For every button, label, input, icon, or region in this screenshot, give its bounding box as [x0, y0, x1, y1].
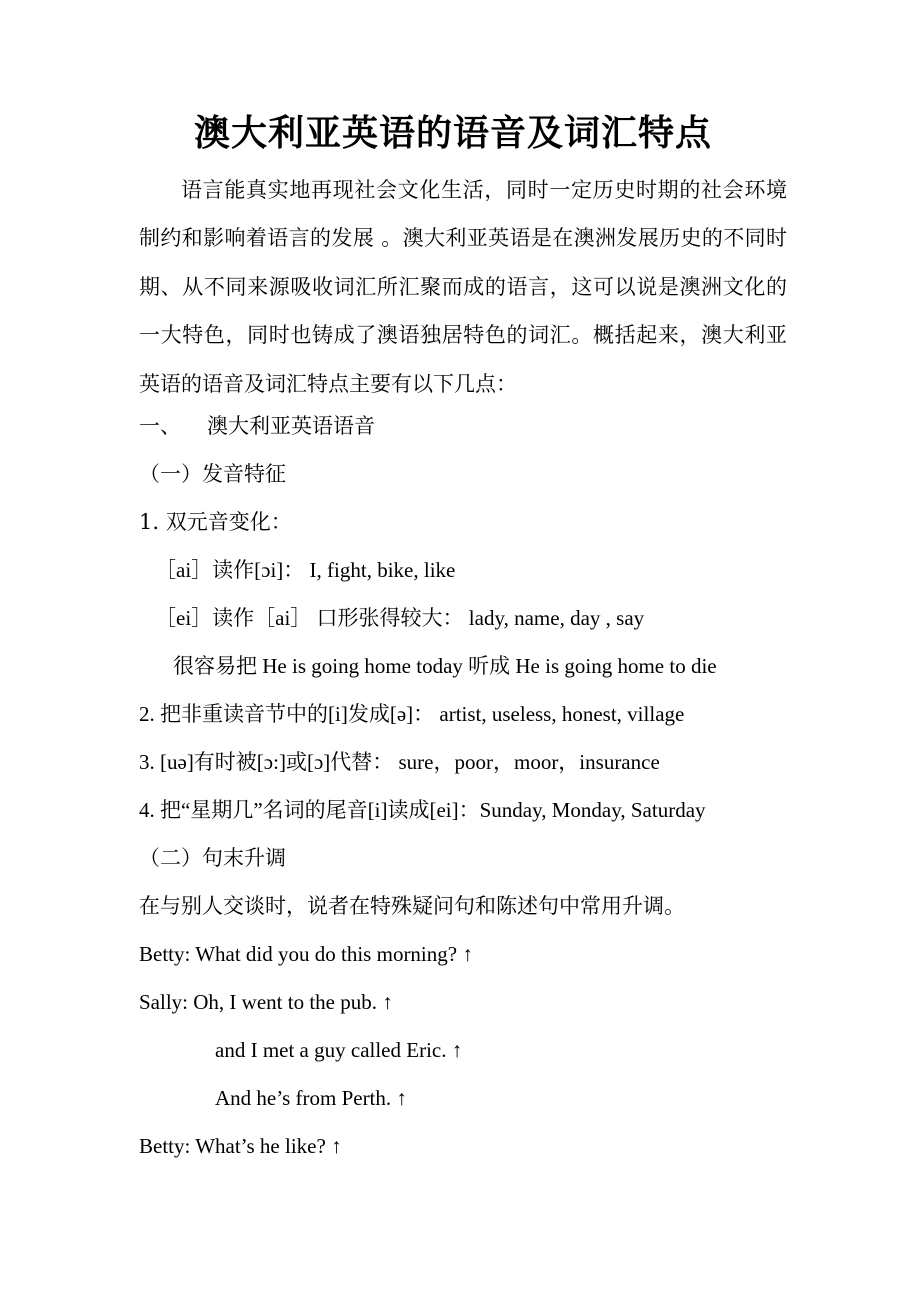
section-title: 澳大利亚英语语音 — [207, 414, 375, 438]
item-1-line-b: ［ei］读作［ai］ 口形张得较大： lady, name, day , say — [155, 606, 645, 630]
dialogue-line: Betty: What did you do this morning? ↑ — [139, 942, 473, 966]
dialogue-line: Sally: Oh, I went to the pub. ↑ — [139, 990, 393, 1014]
dialogue-line: And he’s from Perth. ↑ — [215, 1086, 407, 1110]
item-1-example: 很容易把 He is going home today 听成 He is going home to die — [173, 654, 717, 678]
subsection-heading-1: （一）发音特征 — [139, 462, 286, 486]
item-3: 3. [uə]有时被[ɔ:]或[ɔ]代替： sure，poor，moor，insurance — [139, 750, 660, 774]
item-1-label: 1. 双元音变化： — [139, 510, 292, 534]
item-4: 4. 把“星期几”名词的尾音[i]读成[ei]：Sunday, Monday, Saturday — [139, 798, 706, 822]
dialogue-line: Betty: What’s he like? ↑ — [139, 1134, 342, 1158]
section-number: 一、 — [139, 414, 181, 438]
document-title: 澳大利亚英语的语音及词汇特点 — [193, 112, 712, 154]
section-heading-1 — [139, 411, 375, 441]
item-2: 2. 把非重读音节中的[i]发成[ə]： artist, useless, honest, village — [139, 702, 685, 726]
item-1-line-a: ［ai］读作[ɔi]： I, fight, bike, like — [155, 558, 456, 582]
dialogue-line: and I met a guy called Eric. ↑ — [215, 1038, 463, 1062]
subsection-2-text: 在与别人交谈时，说者在特殊疑问句和陈述句中常用升调。 — [139, 894, 685, 918]
subsection-heading-2: （二）句末升调 — [139, 846, 286, 870]
intro-paragraph: 语言能真实地再现社会文化生活，同时一定历史时期的社会环境制约和影响着语言的发展 。澳大利亚英语是在澳洲发展历史的不同时期、从不同来源吸收词汇所汇聚而成的语言，这可以说是澳洲文化的一大特色，同时也铸成了澳语独居特色的词汇。概括起来，澳大利亚英语的语音及词汇特点主要有以下几点： — [139, 178, 787, 396]
